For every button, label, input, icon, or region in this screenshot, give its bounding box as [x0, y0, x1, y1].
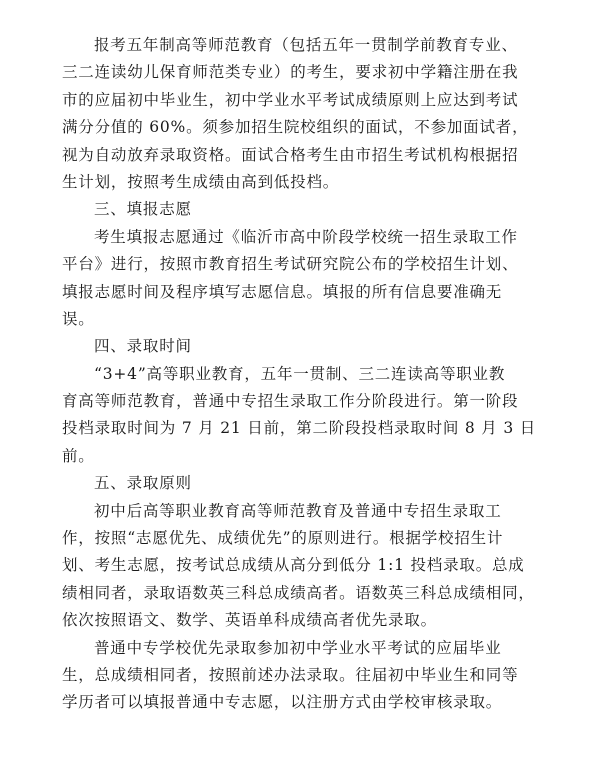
paragraph-admission-principles — [62, 498, 540, 635]
paragraph-admission-teacher-education — [62, 32, 540, 196]
paragraph-fill-in-preferences — [62, 224, 540, 334]
section-heading-admission-time: 四、录取时间 — [94, 337, 192, 356]
text-line: 市的应届初中毕业生，初中学业水平考试成绩原则上应达到考试 — [62, 90, 519, 109]
text-line: 划、考生志愿，按考试总成绩从高分到低分 1:1 投档录取。总成 — [62, 556, 525, 575]
text-line: 平台》进行，按照市教育招生考试研究院公布的学校招生计划、 — [62, 255, 519, 274]
text-line: 投档录取时间为 7 月 21 日前，第二阶段投档录取时间 8 月 3 日 — [62, 419, 537, 438]
text-line: 作，按照“志愿优先、成绩优先”的原则进行。根据学校招生计 — [62, 529, 504, 548]
text-line: 前。 — [62, 446, 95, 465]
text-line: 生，总成绩相同者，按照前述办法录取。往届初中毕业生和同等 — [62, 665, 519, 684]
text-line: 视为自动放弃录取资格。面试合格考生由市招生考试机构根据招 — [62, 145, 519, 164]
section-heading-fill-in-preferences: 三、填报志愿 — [94, 200, 192, 219]
text-line: 绩相同者，录取语数英三科总成绩高者。语数英三科总成绩相同， — [62, 583, 535, 602]
text-line: 三二连读幼儿保育师范类专业）的考生，要求初中学籍注册在我 — [62, 63, 519, 82]
paragraph-vocational-school-admission — [62, 635, 540, 717]
text-line: 育高等师范教育，普通中专招生录取工作分阶段进行。第一阶段 — [62, 392, 519, 411]
text-line: “3+4”高等职业教育，五年一贯制、三二连读高等职业教 — [94, 364, 506, 383]
text-line: 填报志愿时间及程序填写志愿信息。填报的所有信息要准确无 — [62, 282, 503, 301]
text-line: 学历者可以填报普通中专志愿，以注册方式由学校审核录取。 — [62, 693, 503, 712]
text-line: 误。 — [62, 309, 95, 328]
text-line: 普通中专学校优先录取参加初中学业水平考试的应届毕业 — [94, 638, 502, 657]
text-line: 满分分值的 60%。须参加招生院校组织的面试，不参加面试者， — [62, 118, 529, 137]
paragraph-admission-time — [62, 361, 540, 471]
text-line: 依次按照语文、数学、英语单科成绩高者优先录取。 — [62, 611, 437, 630]
text-line: 初中后高等职业教育高等师范教育及普通中专招生录取工 — [94, 501, 502, 520]
section-heading-admission-principles: 五、录取原则 — [94, 474, 192, 493]
text-line: 生计划，按照考生成绩由高到低投档。 — [62, 172, 340, 191]
text-line: 考生填报志愿通过《临沂市高中阶段学校统一招生录取工作 — [94, 227, 518, 246]
text-line: 报考五年制高等师范教育（包括五年一贯制学前教育专业、 — [94, 36, 518, 54]
